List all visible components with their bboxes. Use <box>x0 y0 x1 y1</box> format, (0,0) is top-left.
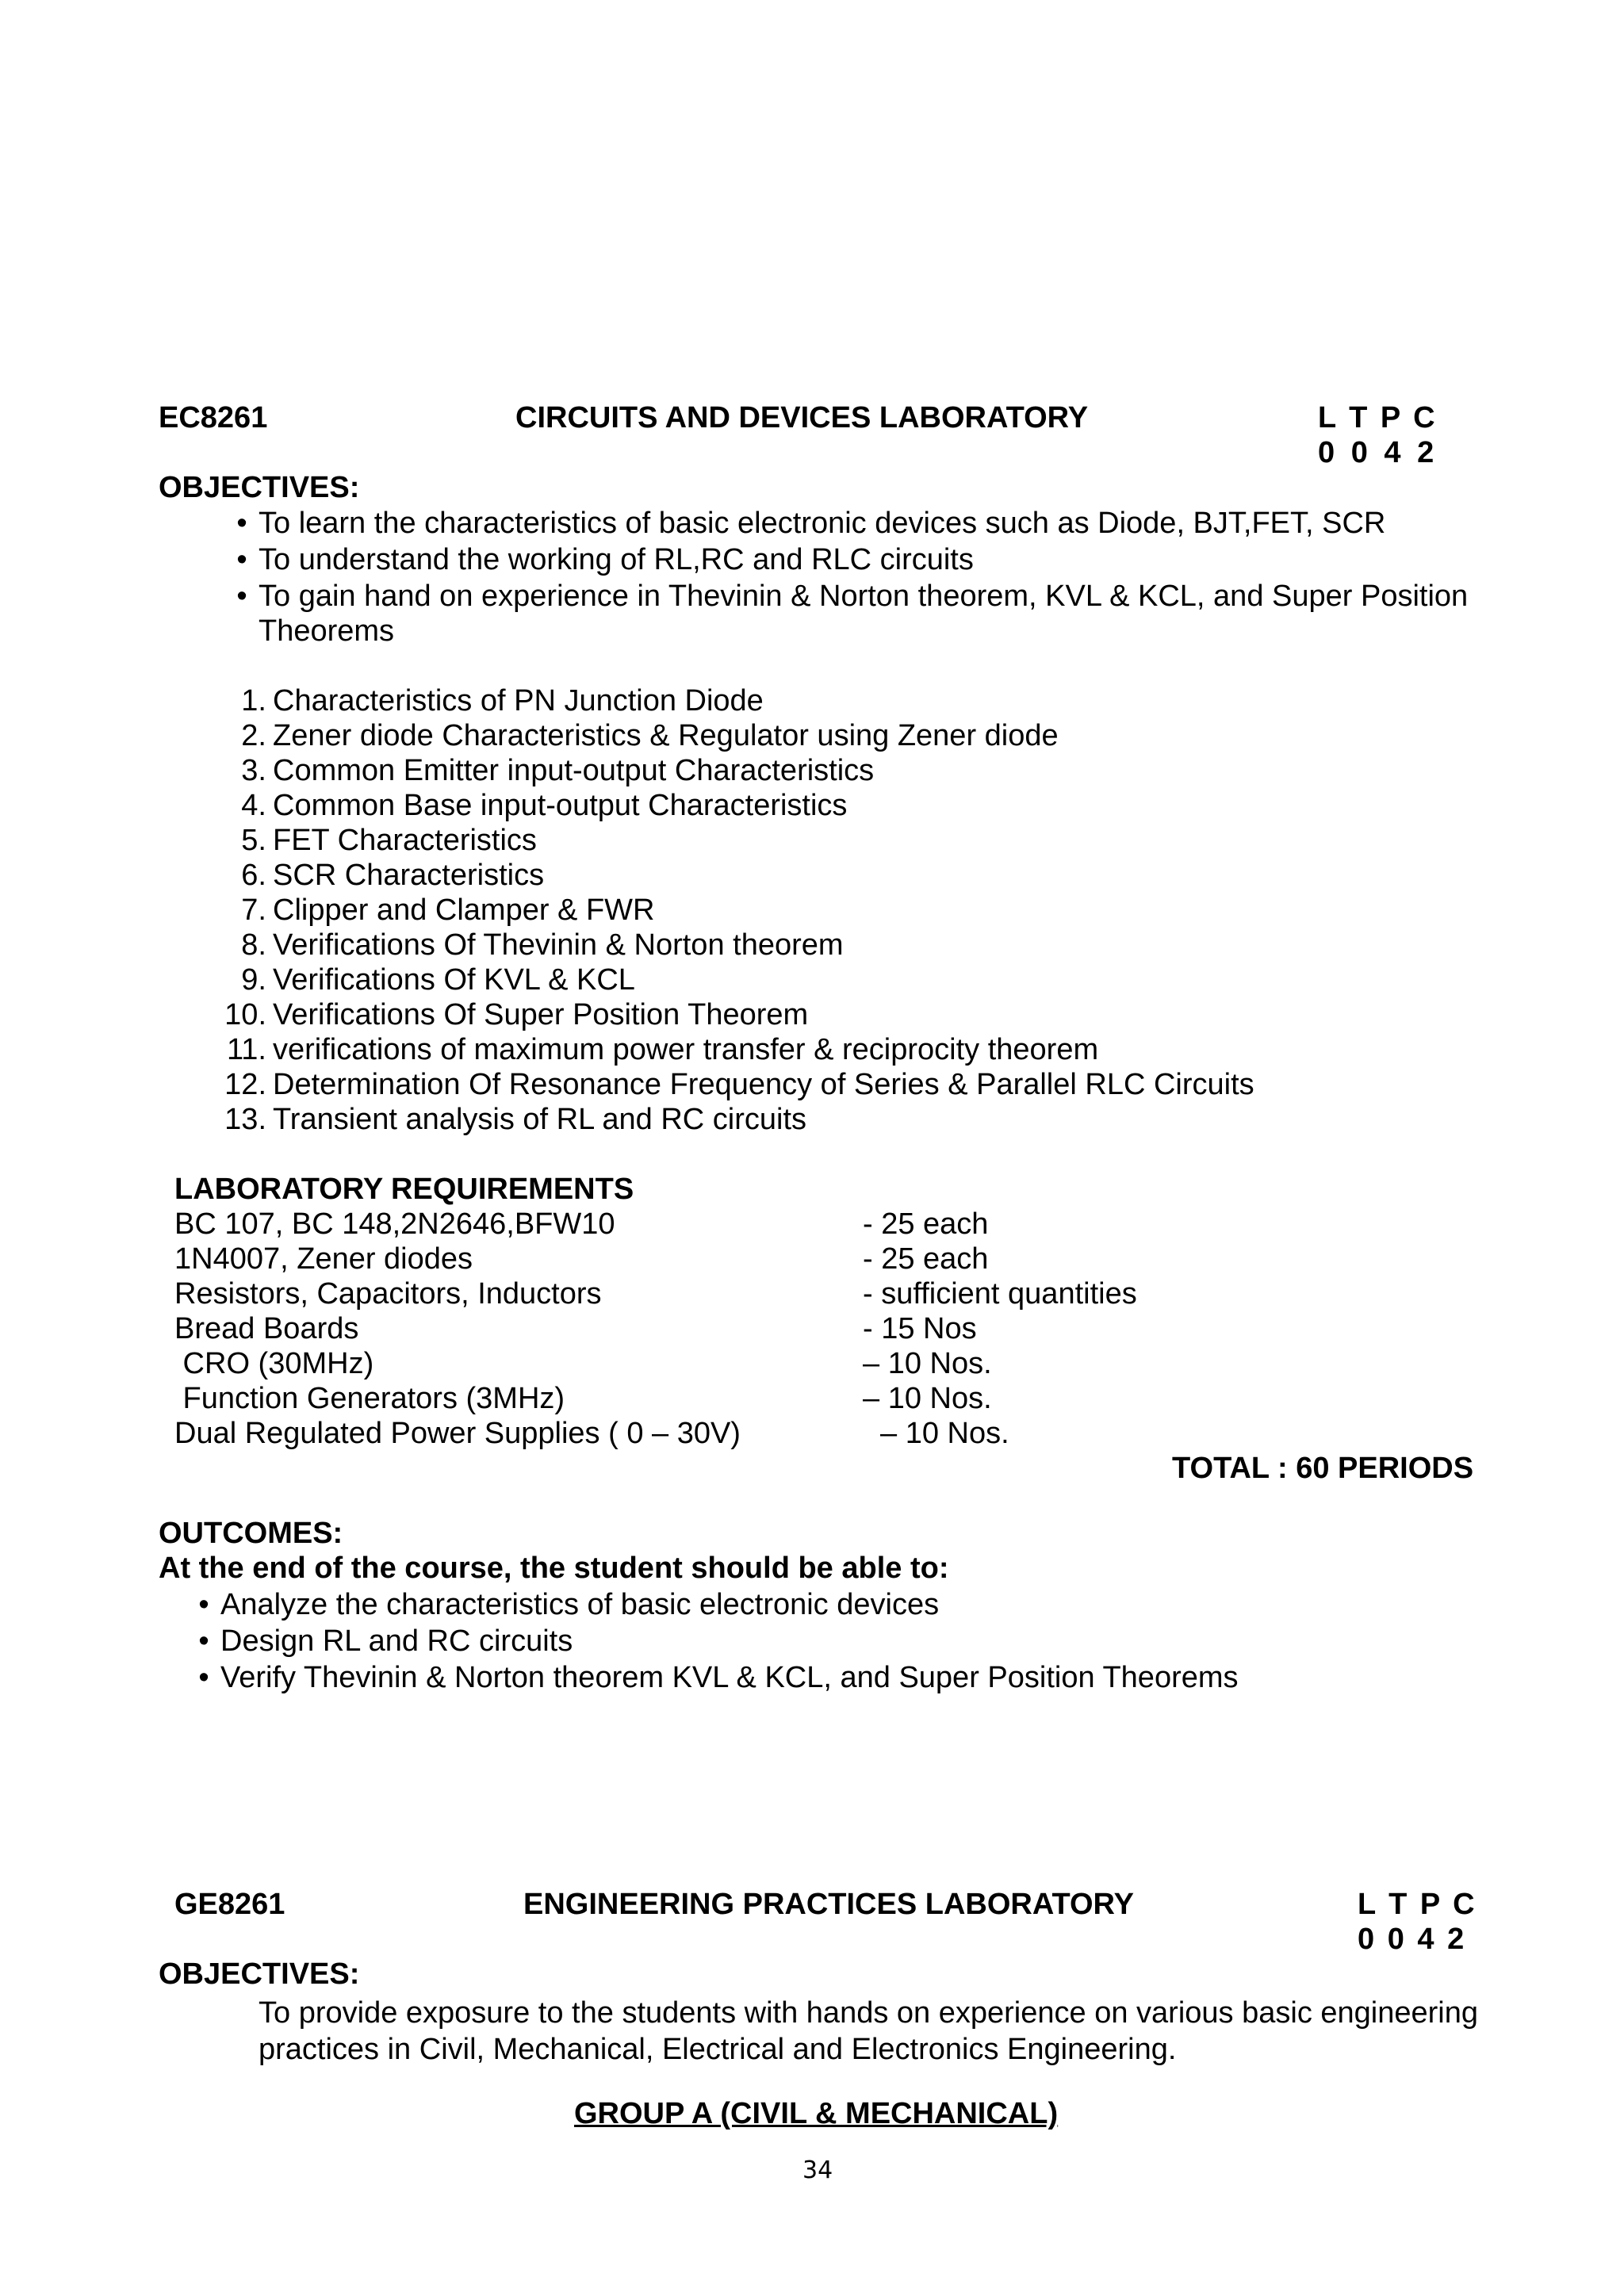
bullet-icon: • <box>236 580 247 613</box>
page-number: 34 <box>802 2156 833 2184</box>
objective-item <box>230 506 1385 541</box>
lab-item-quantity: – 10 Nos. <box>863 1347 992 1380</box>
ltpc-header: L T P C <box>1358 1888 1475 1921</box>
experiment-text: Determination Of Resonance Frequency of Series & Parallel RLC Circuits <box>273 1068 1254 1101</box>
lab-requirements-heading: LABORATORY REQUIREMENTS <box>174 1173 634 1206</box>
outcome-item <box>192 1587 939 1622</box>
objective-text: To learn the characteristics of basic electronic devices such as Diode, BJT,FET, SCR <box>259 507 1386 540</box>
objective-paragraph: To provide exposure to the students with hands on experience on various basic engineering practices in Civil, Mechanical, Electrical and Electronics Engineering. <box>259 1996 1478 2066</box>
experiment-number: 8. <box>241 928 266 962</box>
experiment-number: 7. <box>241 894 266 927</box>
lab-item-name: Function Generators (3MHz) <box>174 1382 565 1415</box>
lab-item-quantity: - 25 each <box>863 1242 989 1276</box>
experiment-text: Common Base input-output Characteristics <box>273 789 848 822</box>
lab-item-quantity: - 15 Nos <box>863 1312 977 1345</box>
experiment-number: 4. <box>241 789 266 822</box>
experiment-text: verifications of maximum power transfer & reciprocity theorem <box>273 1033 1099 1066</box>
lab-item-quantity: - sufficient quantities <box>863 1277 1137 1311</box>
outcome-text: Verify Thevinin & Norton theorem KVL & KCL, and Super Position Theorems <box>220 1661 1239 1694</box>
experiment-text: Characteristics of PN Junction Diode <box>273 684 764 718</box>
experiment-number: 2. <box>241 719 266 752</box>
experiment-number: 3. <box>241 754 266 787</box>
outcome-item <box>192 1660 1239 1695</box>
experiment-text: SCR Characteristics <box>273 859 545 892</box>
ltpc-values: 0 0 4 2 <box>1358 1923 1465 1956</box>
group-heading: GROUP A (CIVIL & MECHANICAL) <box>574 2097 1059 2130</box>
experiment-text: Zener diode Characteristics & Regulator using Zener diode <box>273 719 1059 752</box>
total-periods: TOTAL : 60 PERIODS <box>1172 1452 1474 1485</box>
experiment-text: Common Emitter input-output Characteristics <box>273 754 875 787</box>
experiment-number: 11. <box>226 1033 266 1066</box>
lab-item-name: CRO (30MHz) <box>174 1347 374 1380</box>
experiment-text: Clipper and Clamper & FWR <box>273 894 655 927</box>
outcomes-heading: OUTCOMES: <box>159 1517 343 1550</box>
outcome-item <box>192 1624 573 1659</box>
lab-item-name: Dual Regulated Power Supplies ( 0 – 30V) <box>174 1417 741 1450</box>
lab-item-quantity: - 25 each <box>863 1207 989 1241</box>
objective-item <box>230 579 1468 614</box>
objective-text: To gain hand on experience in Thevinin & Norton theorem, KVL & KCL, and Super Position <box>259 580 1469 613</box>
objectives-heading: OBJECTIVES: <box>159 471 360 504</box>
experiment-number: 9. <box>241 963 266 997</box>
lab-item-name: Bread Boards <box>174 1312 359 1345</box>
experiment-text: FET Characteristics <box>273 824 537 857</box>
experiment-text: Verifications Of Super Position Theorem <box>273 998 809 1031</box>
course-code: GE8261 <box>174 1888 285 1921</box>
lab-item-name: Resistors, Capacitors, Inductors <box>174 1277 602 1311</box>
experiment-text: Verifications Of Thevinin & Norton theorem <box>273 928 844 962</box>
bullet-icon: • <box>236 543 247 576</box>
objective-text: To understand the working of RL,RC and RLC circuits <box>259 543 974 576</box>
experiment-number: 12. <box>224 1068 266 1101</box>
objective-text-continued: Theorems <box>259 614 395 648</box>
bullet-icon: • <box>198 1661 209 1694</box>
lab-item-quantity: – 10 Nos. <box>863 1382 992 1415</box>
objectives-heading: OBJECTIVES: <box>159 1957 360 1991</box>
course-title: CIRCUITS AND DEVICES LABORATORY <box>515 401 1089 434</box>
experiment-number: 6. <box>241 859 266 892</box>
experiment-text: Verifications Of KVL & KCL <box>273 963 635 997</box>
experiment-number: 5. <box>241 824 266 857</box>
experiment-number: 13. <box>224 1103 266 1136</box>
outcomes-intro: At the end of the course, the student should be able to: <box>159 1552 949 1585</box>
experiment-number: 10. <box>224 998 266 1031</box>
experiment-number: 1. <box>241 684 266 718</box>
outcome-text: Design RL and RC circuits <box>220 1624 573 1658</box>
outcome-text: Analyze the characteristics of basic electronic devices <box>220 1588 940 1621</box>
bullet-icon: • <box>198 1588 209 1621</box>
course-code: EC8261 <box>159 401 268 434</box>
course-title: ENGINEERING PRACTICES LABORATORY <box>523 1888 1134 1921</box>
lab-item-name: 1N4007, Zener diodes <box>174 1242 473 1276</box>
bullet-icon: • <box>198 1624 209 1658</box>
objective-item <box>230 542 974 577</box>
ltpc-values: 0 0 4 2 <box>1318 436 1434 469</box>
bullet-icon: • <box>236 507 247 540</box>
lab-item-quantity: – 10 Nos. <box>880 1417 1009 1450</box>
lab-item-name: BC 107, BC 148,2N2646,BFW10 <box>174 1207 615 1241</box>
experiment-text: Transient analysis of RL and RC circuits <box>273 1103 806 1136</box>
ltpc-header: L T P C <box>1318 401 1435 434</box>
